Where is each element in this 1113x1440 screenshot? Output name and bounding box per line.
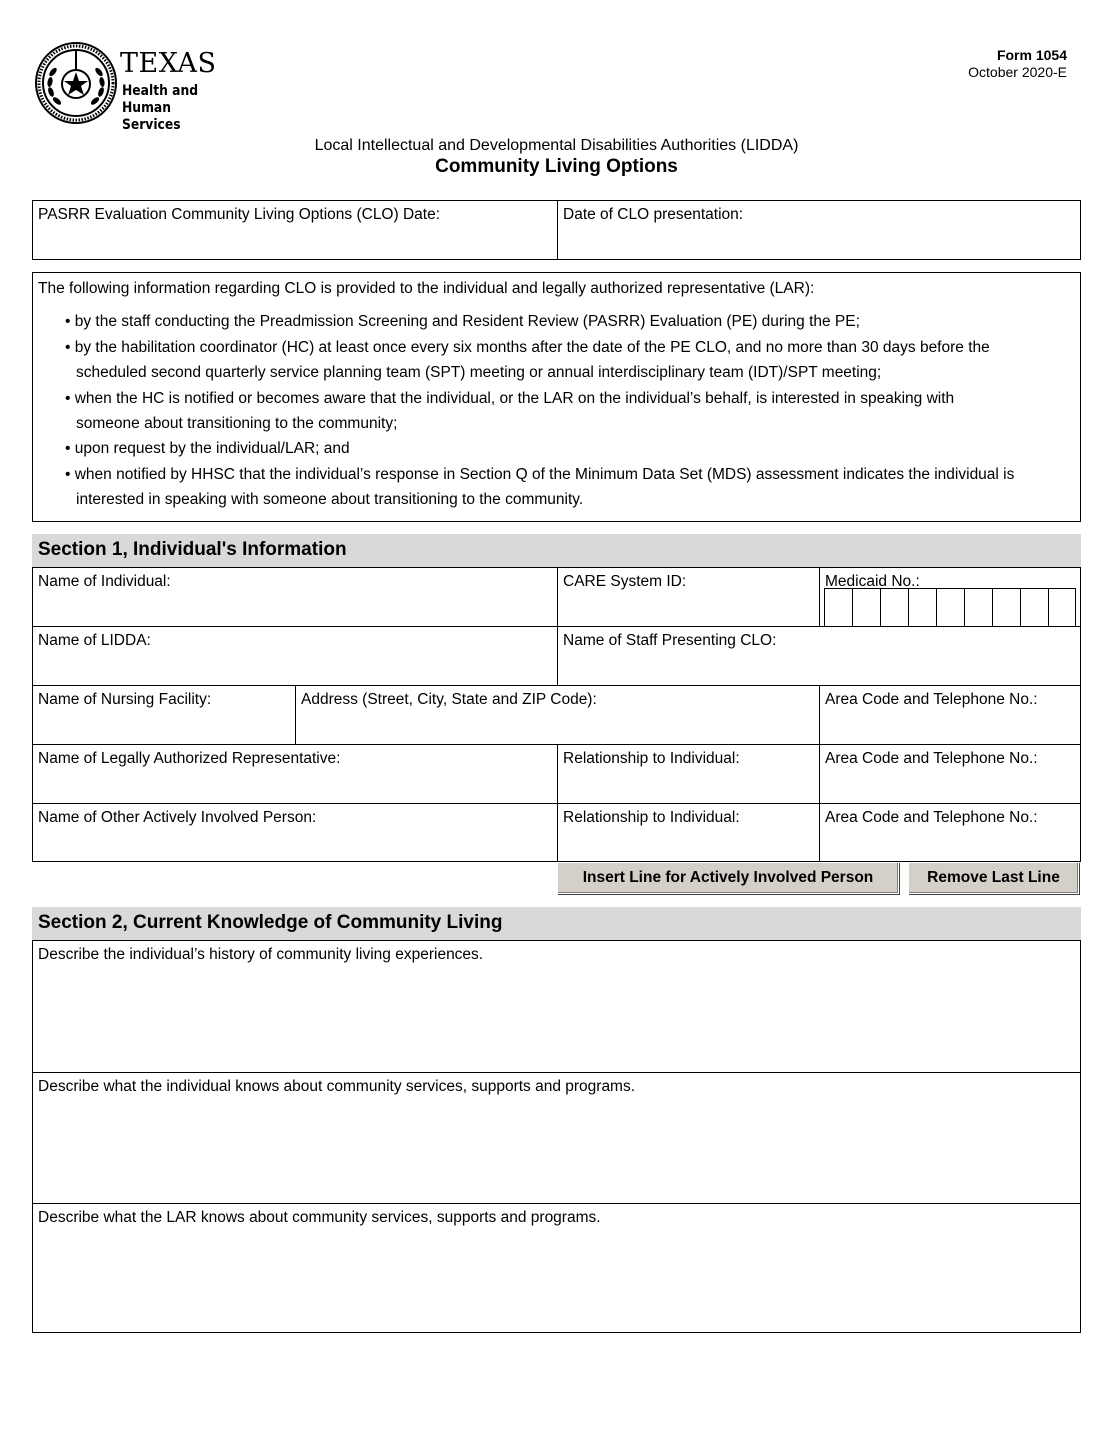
dates-table — [32, 200, 1081, 260]
address-label: Address (Street, City, State and ZIP Code): — [301, 691, 597, 708]
name-of-individual-label: Name of Individual: — [38, 573, 171, 590]
community-history-label: Describe the individual’s history of community living experiences. — [38, 946, 484, 963]
lar-name-field[interactable] — [33, 744, 557, 803]
form-date: October 2020-E — [968, 64, 1067, 80]
info-bullet-1: • by the staff conducting the Preadmission Screening and Resident Review (PASRR) Evaluation (PE) during the PE; — [65, 313, 860, 330]
lar-phone-field[interactable] — [819, 744, 1080, 803]
pasrr-clo-date-label: PASRR Evaluation Community Living Options (CLO) Date: — [38, 206, 441, 223]
lar-relationship-field[interactable] — [557, 744, 819, 803]
medicaid-digit-4[interactable] — [908, 588, 936, 626]
lar-name-label: Name of Legally Authorized Representative: — [38, 750, 341, 767]
other-person-name-label: Name of Other Actively Involved Person: — [38, 809, 317, 826]
nursing-facility-label: Name of Nursing Facility: — [38, 691, 212, 708]
info-bullet-4: • upon request by the individual/LAR; and — [65, 440, 350, 457]
address-field[interactable] — [295, 685, 819, 744]
medicaid-digit-5[interactable] — [936, 588, 964, 626]
page-title: Community Living Options — [435, 156, 678, 177]
clo-info-box — [32, 272, 1081, 522]
lar-relationship-label: Relationship to Individual: — [563, 750, 740, 767]
form-number: Form 1054 — [996, 47, 1067, 63]
section-2-header: Section 2, Current Knowledge of Community Living — [32, 907, 1081, 940]
section-2-table — [32, 940, 1081, 1333]
name-of-lidda-label: Name of LIDDA: — [38, 632, 151, 649]
medicaid-digit-2[interactable] — [852, 588, 880, 626]
medicaid-digit-8[interactable] — [1020, 588, 1048, 626]
info-bullet-2: • by the habilitation coordinator (HC) at least once every six months after the date of the PE CLO, and no more than 30 days before the — [65, 339, 990, 356]
care-system-id-label: CARE System ID: — [563, 573, 687, 590]
info-intro: The following information regarding CLO is provided to the individual and legally authorized representative (LAR): — [38, 280, 815, 297]
logo-line-2: Health and Human — [122, 83, 199, 116]
texas-seal-icon — [35, 42, 117, 124]
info-bullet-2-cont: scheduled second quarterly service planning team (SPT) meeting or annual interdisciplinary team (IDT)/SPT meeting; — [76, 364, 882, 381]
care-system-id-field[interactable] — [557, 568, 819, 626]
lar-phone-label: Area Code and Telephone No.: — [825, 750, 1038, 767]
phone-nf-label: Area Code and Telephone No.: — [825, 691, 1038, 708]
logo-line-3: Services — [122, 117, 181, 133]
community-history-field[interactable] — [33, 941, 1080, 1072]
section-1-table — [32, 567, 1081, 862]
pasrr-clo-date-field[interactable] — [33, 201, 557, 259]
other-relationship-label: Relationship to Individual: — [563, 809, 740, 826]
logo-agency — [122, 83, 239, 134]
other-person-name-field[interactable] — [33, 803, 557, 861]
form-id — [968, 47, 1067, 81]
medicaid-no-label: Medicaid No.: — [825, 573, 920, 590]
clo-presentation-date-label: Date of CLO presentation: — [563, 206, 744, 223]
info-bullet-3-cont: someone about transitioning to the community; — [76, 415, 398, 432]
medicaid-digit-9[interactable] — [1048, 588, 1076, 626]
medicaid-digit-7[interactable] — [992, 588, 1020, 626]
nursing-facility-field[interactable] — [33, 685, 295, 744]
other-phone-field[interactable] — [819, 803, 1080, 861]
medicaid-digit-1[interactable] — [824, 588, 852, 626]
individual-knowledge-field[interactable] — [33, 1072, 1080, 1203]
info-bullet-3: • when the HC is notified or becomes aware that the individual, or the LAR on the individual’s behalf, is interested in speaking with — [65, 390, 955, 407]
clo-presentation-date-field[interactable] — [557, 201, 1080, 259]
other-relationship-field[interactable] — [557, 803, 819, 861]
info-bullet-5: • when notified by HHSC that the individual’s response in Section Q of the Minimum Data Set (MDS) assessment indicates the individual is — [65, 466, 1015, 483]
individual-knowledge-label: Describe what the individual knows about community services, supports and programs. — [38, 1078, 636, 1095]
medicaid-digit-6[interactable] — [964, 588, 992, 626]
insert-line-button[interactable]: Insert Line for Actively Involved Person — [557, 862, 899, 894]
name-of-lidda-field[interactable] — [33, 626, 557, 685]
other-phone-label: Area Code and Telephone No.: — [825, 809, 1038, 826]
name-of-individual-field[interactable] — [33, 568, 557, 626]
name-of-staff-field[interactable] — [557, 626, 1080, 685]
medicaid-digit-boxes — [824, 588, 1076, 626]
medicaid-no-field — [819, 568, 1080, 626]
page-subtitle: Local Intellectual and Developmental Disabilities Authorities (LIDDA) — [314, 137, 799, 154]
phone-nf-field[interactable] — [819, 685, 1080, 744]
name-of-staff-label: Name of Staff Presenting CLO: — [563, 632, 777, 649]
section-1-header: Section 1, Individual's Information — [32, 534, 1081, 567]
logo-texas: TEXAS — [120, 48, 217, 79]
hhs-logo — [35, 42, 255, 133]
lar-knowledge-label: Describe what the LAR knows about community services, supports and programs. — [38, 1209, 601, 1226]
medicaid-digit-3[interactable] — [880, 588, 908, 626]
remove-last-line-button[interactable]: Remove Last Line — [908, 862, 1079, 894]
lar-knowledge-field[interactable] — [33, 1203, 1080, 1332]
info-bullet-5-cont: interested in speaking with someone about transitioning to the community. — [76, 491, 584, 508]
